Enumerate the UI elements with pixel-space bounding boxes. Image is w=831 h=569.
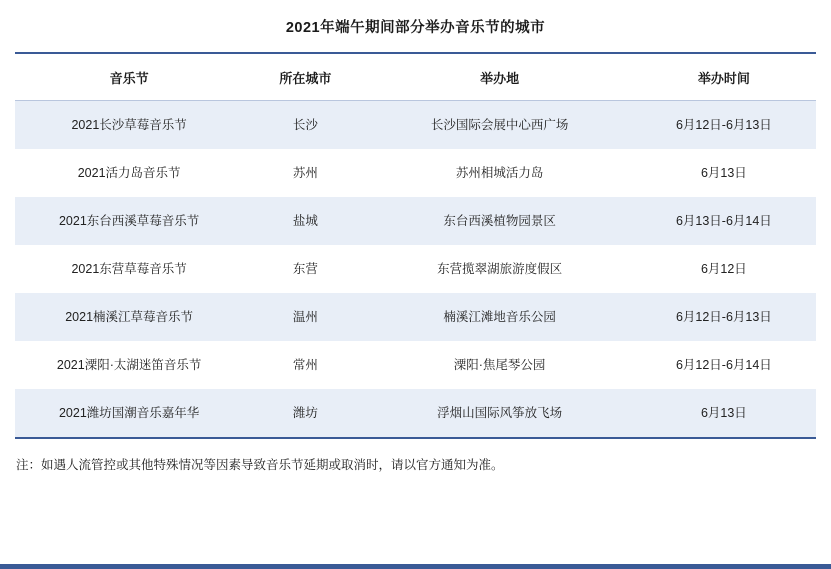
cell-date: 6月12日 [632,245,816,293]
table-note: 注：如遇人流管控或其他特殊情况等因素导致音乐节延期或取消时，请以官方通知为准。 [16,458,504,472]
cell-city: 苏州 [243,149,367,197]
cell-venue: 长沙国际会展中心西广场 [367,101,631,150]
column-header-venue: 举办地 [367,53,631,101]
table-row [15,389,816,438]
cell-festival: 2021潍坊国潮音乐嘉年华 [15,389,243,438]
page-title: 2021年端午期间部分举办音乐节的城市 [285,20,546,36]
table-row [15,341,816,389]
cell-venue: 东营揽翠湖旅游度假区 [367,245,631,293]
cell-venue: 溧阳·焦尾琴公园 [367,341,631,389]
cell-date: 6月13日 [632,389,816,438]
footer-rule [0,564,831,569]
table-header [15,53,816,101]
cell-date: 6月12日-6月13日 [632,293,816,341]
cell-date: 6月13日 [632,149,816,197]
cell-venue: 东台西溪植物园景区 [367,197,631,245]
column-header-festival: 音乐节 [15,53,243,101]
cell-date: 6月12日-6月14日 [632,341,816,389]
cell-venue: 浮烟山国际风筝放飞场 [367,389,631,438]
cell-festival: 2021东台西溪草莓音乐节 [15,197,243,245]
cell-festival: 2021东营草莓音乐节 [15,245,243,293]
cell-city: 常州 [243,341,367,389]
cell-city: 东营 [243,245,367,293]
music-festival-table [15,52,816,439]
cell-date: 6月12日-6月13日 [632,101,816,150]
cell-festival: 2021楠溪江草莓音乐节 [15,293,243,341]
cell-festival: 2021长沙草莓音乐节 [15,101,243,150]
table-row [15,197,816,245]
column-header-city: 所在城市 [243,53,367,101]
table-row [15,101,816,150]
table-row [15,245,816,293]
table-header-row [15,53,816,101]
cell-festival: 2021活力岛音乐节 [15,149,243,197]
cell-venue: 楠溪江滩地音乐公园 [367,293,631,341]
cell-date: 6月13日-6月14日 [632,197,816,245]
cell-city: 盐城 [243,197,367,245]
cell-city: 温州 [243,293,367,341]
table-row [15,149,816,197]
cell-venue: 苏州相城活力岛 [367,149,631,197]
cell-city: 长沙 [243,101,367,150]
table-row [15,293,816,341]
table-body [15,101,816,439]
table-container [14,52,817,439]
cell-festival: 2021溧阳·太湖迷笛音乐节 [15,341,243,389]
cell-city: 潍坊 [243,389,367,438]
column-header-date: 举办时间 [632,53,816,101]
